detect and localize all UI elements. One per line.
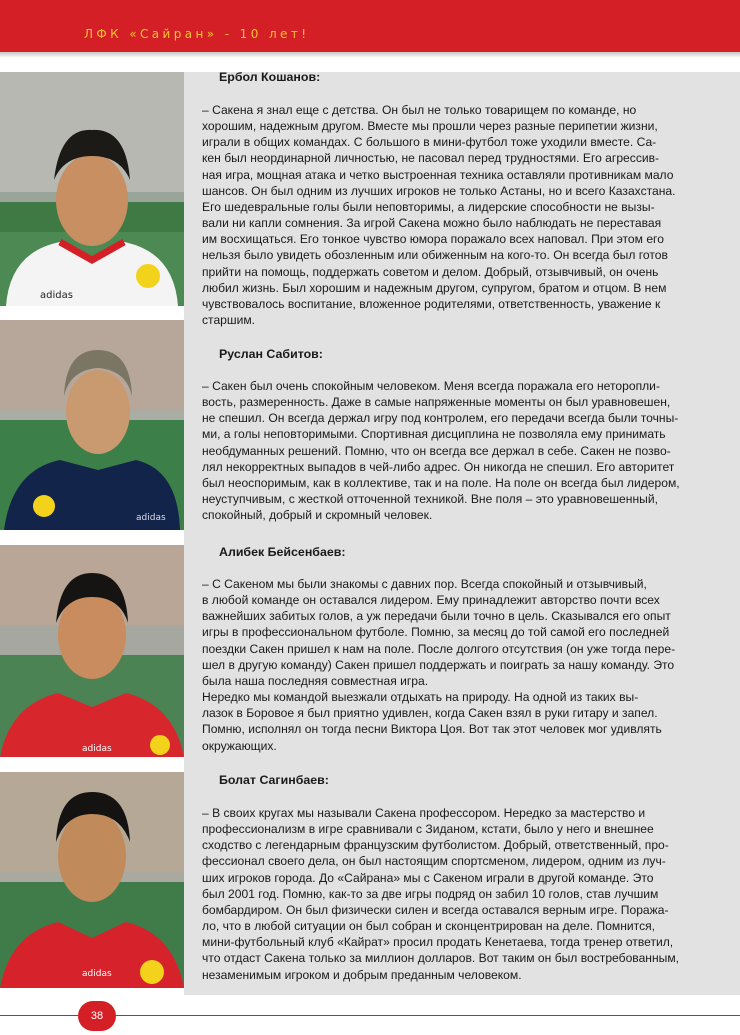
header-divider <box>0 52 740 58</box>
svg-text:adidas: adidas <box>82 744 112 754</box>
header-title: ЛФК «Сайран» - 10 лет! <box>84 27 310 41</box>
svg-text:adidas: adidas <box>82 969 112 979</box>
photo-portrait-2 <box>0 320 184 530</box>
testimonial-text: – В своих кругах мы называли Сакена профессором. Нередко за мастерство и профессионализм в игре сравнивали с Зиданом, кстати, было у него и внешнее сходство с легендарным французским футболистом. Добрый, ответственный, про- фессионал своего дела, он был настоящим спортсменом, лидером, одним из луч- ших игроков города. До «Сайрана» мы с Сакеном играли в другой команде. Это был 2001 год. Помню, как-то за две игры подряд он забил 10 голов, став лучшим бомбардиром. Он был физически силен и всегда оставался верным игре. Поража- ло, что в любой ситуации он был собран и сконцентрирован на деле. Помнится, мини-футбольный клуб «Кайрат» просил продать Кенетаева, тогда тренер ответил, что отдаст Сакена только за миллион долларов. Вот таким он был востребованным, незаменимым игроком и добрым преданным человеком. <box>202 806 680 982</box>
header-bar <box>0 0 740 52</box>
photo-portrait-1 <box>0 72 184 306</box>
speaker-name: Руслан Сабитов: <box>219 347 323 361</box>
speaker-name: Алибек Бейсенбаев: <box>219 545 346 559</box>
testimonial-text: – Сакена я знал еще с детства. Он был не только товарищем по команде, но хорошим, надежным другом. Вместе мы прошли через разные перипетии жизни, играли в общих командах. С большого в мини-футбол тоже уходили вместе. Са- кен был неординарной личностью, не пасовал перед трудностями. Его агрессив- ная игра, мощная атака и четко выстроенная техника оставляли противникам мало шансов. Он был одним из лучших игроков не только Астаны, но и всего Казахстана. Его шедевральные голы были неповторимы, а лидерские способности не вызы- вали ни капли сомнения. За игрой Сакена можно было наблюдать не переставая им восхищаться. Его тонкое чувство юмора поражало всех наповал. При этом его нельзя было увидеть обозленным или обиженным на кого-то. Он всегда был готов прийти на помощь, поддержать советом и делом. Добрый, отзывчивый, он очень любил жизнь. Был хорошим и надежным другом, супругом, братом и отцом. В нем чувствовалось воспитание, вложенное родителями, ответственность, уважение к старшим. <box>202 103 676 328</box>
speaker-name: Ербол Кошанов: <box>219 70 321 84</box>
svg-text:adidas: adidas <box>136 513 166 523</box>
photo-portrait-3 <box>0 545 184 757</box>
page-number: 38 <box>78 1001 116 1031</box>
testimonial-4 <box>202 773 680 983</box>
testimonial-2 <box>202 347 680 523</box>
svg-text:adidas: adidas <box>40 290 73 301</box>
testimonial-1 <box>202 70 680 328</box>
testimonial-text: – Сакен был очень спокойным человеком. Меня всегда поражала его неторопли- вость, размеренность. Даже в самые напряженные моменты он был уравновешен, не спешил. Он всегда держал игру под контролем, его передачи всегда были точны- ми, а голы неповторимыми. Спортивная дисциплина не позволяла ему принимать необдуманных решений. Помню, что он всегда все держал в себе. Сакен не позво- лял некорректных выпадов в чей-либо адрес. Он никогда не спешил. Его авторитет был неоспоримым, как в коллективе, так и на поле. На поле он всегда был лидером, неуступчивым, с жесткой отточенной техникой. Вне поля – это уравновешенный, спокойный, добрый и скромный человек. <box>202 379 680 523</box>
testimonial-text: – С Сакеном мы были знакомы с давних пор. Всегда спокойный и отзывчивый, в любой команде он оставался лидером. Ему принадлежит авторство почти всех важнейших забитых голов, а уж передачи были точно в цель. Сказывался его опыт игры в профессиональном футболе. Помню, за месяц до той самой его последней поездки Сакен пришел к нам на поле. После долгого отсутствия (он уже тогда пере- шел в другую команду) Сакен пришел поддержать и поиграть за нашу команду. Это была наша последняя совместная игра. Нередко мы командой выезжали отдыхать на природу. На одной из таких вы- лазок в Боровое я был приятно удивлен, когда Сакен взял в руки гитару и запел. Помню, исполнял он тогда песни Виктора Цоя. Вот так этот человек мог удивлять окружающих. <box>202 577 676 753</box>
speaker-name: Болат Сагинбаев: <box>219 773 329 787</box>
photo-portrait-4 <box>0 772 184 988</box>
testimonial-3 <box>202 545 680 754</box>
